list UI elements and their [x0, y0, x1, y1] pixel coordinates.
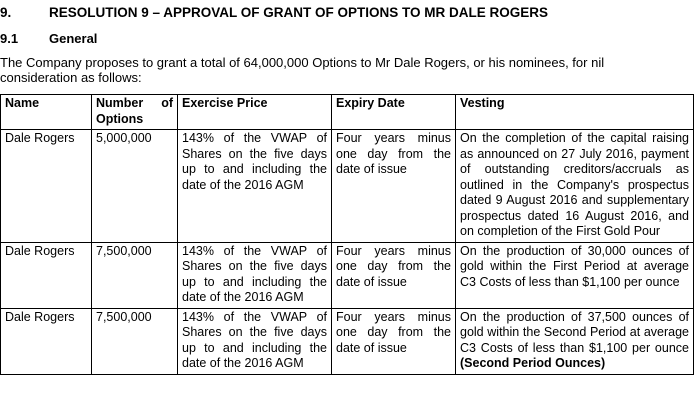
header-number: Number of Options [92, 95, 178, 130]
table-header-row [1, 95, 694, 130]
header-name: Name [1, 95, 92, 130]
cell-expiry-date: Four years minus one day from the date of issue [332, 308, 456, 374]
cell-number: 7,500,000 [92, 308, 178, 374]
cell-number: 7,500,000 [92, 242, 178, 308]
vesting-text: On the completion of the capital raising as announced on 27 July 2016, payment of outstanding creditors/accruals as outlined in the Company's prospectus dated 9 August 2016 and supplementary prospectus dated 16 August 2016, and on completion of the First Gold Pour [460, 131, 689, 238]
vesting-text: On the production of 30,000 ounces of gold within the First Period at average C3 Costs of less than $1,100 per ounce [460, 243, 689, 289]
header-expiry-date: Expiry Date [332, 95, 456, 130]
section-title: RESOLUTION 9 – APPROVAL OF GRANT OF OPTIONS TO MR DALE ROGERS [49, 5, 549, 20]
table-row [1, 308, 694, 374]
cell-name: Dale Rogers [1, 130, 92, 243]
subsection-number: 9.1 [0, 31, 19, 46]
cell-exercise-price: 143% of the VWAP of Shares on the five days up to and including the date of the 2016 AGM [178, 308, 332, 374]
cell-vesting [456, 130, 694, 243]
table-row [1, 130, 694, 243]
cell-exercise-price: 143% of the VWAP of Shares on the five days up to and including the date of the 2016 AGM [178, 130, 332, 243]
cell-name: Dale Rogers [1, 308, 92, 374]
vesting-text: On the production of 37,500 ounces of gold within the Second Period at average C3 Costs of less than $1,100 per ounce [460, 309, 689, 355]
cell-exercise-price: 143% of the VWAP of Shares on the five days up to and including the date of the 2016 AGM [178, 242, 332, 308]
options-table [0, 94, 694, 375]
section-number: 9. [0, 5, 12, 20]
vesting-defined-term: (Second Period Ounces) [460, 356, 606, 370]
cell-vesting [456, 242, 694, 308]
intro-paragraph: The Company proposes to grant a total of 64,000,000 Options to Mr Dale Rogers, or his nominees, for nil consideration as follows: [0, 55, 605, 85]
header-exercise-price: Exercise Price [178, 95, 332, 130]
cell-expiry-date: Four years minus one day from the date of issue [332, 242, 456, 308]
header-vesting: Vesting [456, 95, 694, 130]
cell-name: Dale Rogers [1, 242, 92, 308]
cell-vesting [456, 308, 694, 374]
subsection-title: General [49, 31, 98, 46]
table-row [1, 242, 694, 308]
cell-number: 5,000,000 [92, 130, 178, 243]
cell-expiry-date: Four years minus one day from the date of issue [332, 130, 456, 243]
